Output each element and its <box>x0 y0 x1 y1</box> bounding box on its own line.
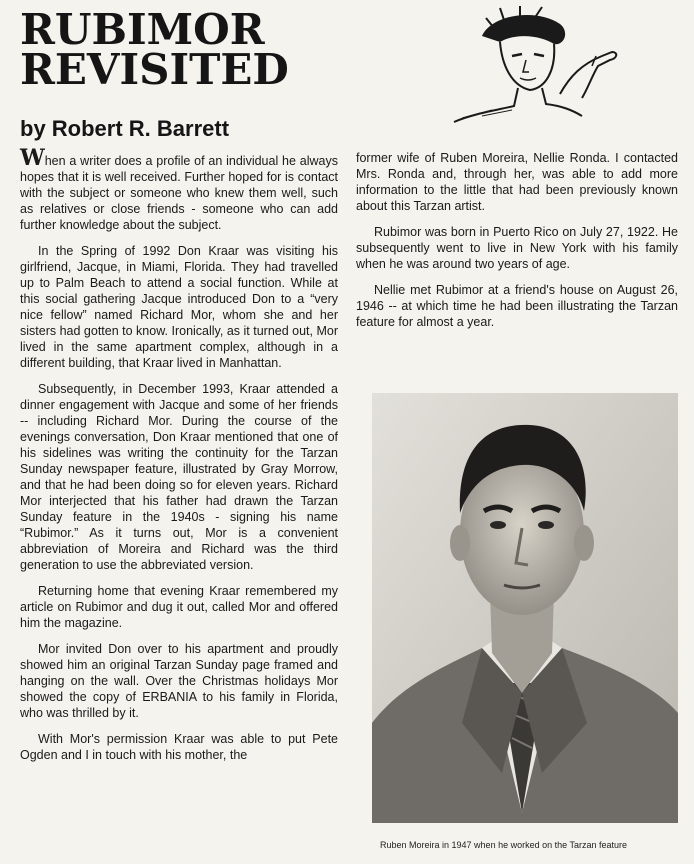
right-paragraph-1: former wife of Ruben Moreira, Nellie Ronda. I contacted Mrs. Ronda and, through her, was able to add more information to the little that had been previously known about this Tarzan artist. <box>356 151 678 213</box>
right-paragraph-2: Rubimor was born in Puerto Rico on July 27, 1922. He subsequently went to live in New York with his family when he was around two years of age. <box>356 225 678 271</box>
left-paragraph-2: In the Spring of 1992 Don Kraar was visiting his girlfriend, Jacque, in Miami, Florida. They had travelled up to Palm Beach to attend a social function. While at this social gathering Jacque introduced Don to a “very nice fellow” named Richard Mor, whom she and her sisters had gotten to know. Ironically, as it turned out, Mor lived in the same apartment complex, although in a different building, that Kraar lived in Manhattan. <box>20 244 338 370</box>
tarzan-sketch-illustration <box>442 6 620 124</box>
article-byline: by Robert R. Barrett <box>20 116 230 141</box>
article-title <box>20 5 289 94</box>
title-line-1: RUBIMOR <box>20 5 265 54</box>
portrait-photo-image <box>372 393 678 823</box>
title-line-2: REVISITED <box>20 45 289 94</box>
photo-caption: Ruben Moreira in 1947 when he worked on the Tarzan feature <box>380 840 627 850</box>
right-column <box>356 150 678 340</box>
right-paragraph-3: Nellie met Rubimor at a friend's house on August 26, 1946 -- at which time he had been illustrating the Tarzan feature for almost a year. <box>356 283 678 329</box>
portrait-photo <box>372 393 678 823</box>
left-paragraph-6: With Mor's permission Kraar was able to put Pete Ogden and I in touch with his mother, the <box>20 732 338 762</box>
left-column <box>20 145 338 773</box>
left-paragraph-4: Returning home that evening Kraar remembered my article on Rubimor and dug it out, called Mor and offered him the magazine. <box>20 584 338 630</box>
left-paragraph-5: Mor invited Don over to his apartment and proudly showed him an original Tarzan Sunday page framed and hanging on the wall. Over the Christmas holidays Mor showed the copy of ERBANIA to his family in Florida, who was thrilled by it. <box>20 642 338 720</box>
drop-cap: W <box>20 145 45 171</box>
left-paragraph-3: Subsequently, in December 1993, Kraar attended a dinner engagement with Jacque and some of her friends -- including Richard Mor. During the course of the evenings conversation, Don Kraar mentioned that one of his sidelines was writing the continuity for the Tarzan Sunday newspaper feature, illustrated by Gray Morrow, and that he had been doing so for eleven years. Richard Mor interjected that his father had drawn the Tarzan Sunday feature in the 1940s - signing his name “Rubimor.” As it turns out, Mor is a convenient abbreviation of Moreira and Richard was the third generation to use the abbreviated version. <box>20 382 338 572</box>
left-paragraph-1-text: hen a writer does a profile of an individual he always hopes that it is well received. Further hoped for is contact with the subject or someone who knew them well, such as relatives or close friends - someone who can add further knowledge about the subject. <box>20 154 338 232</box>
left-paragraph-1 <box>20 145 338 233</box>
